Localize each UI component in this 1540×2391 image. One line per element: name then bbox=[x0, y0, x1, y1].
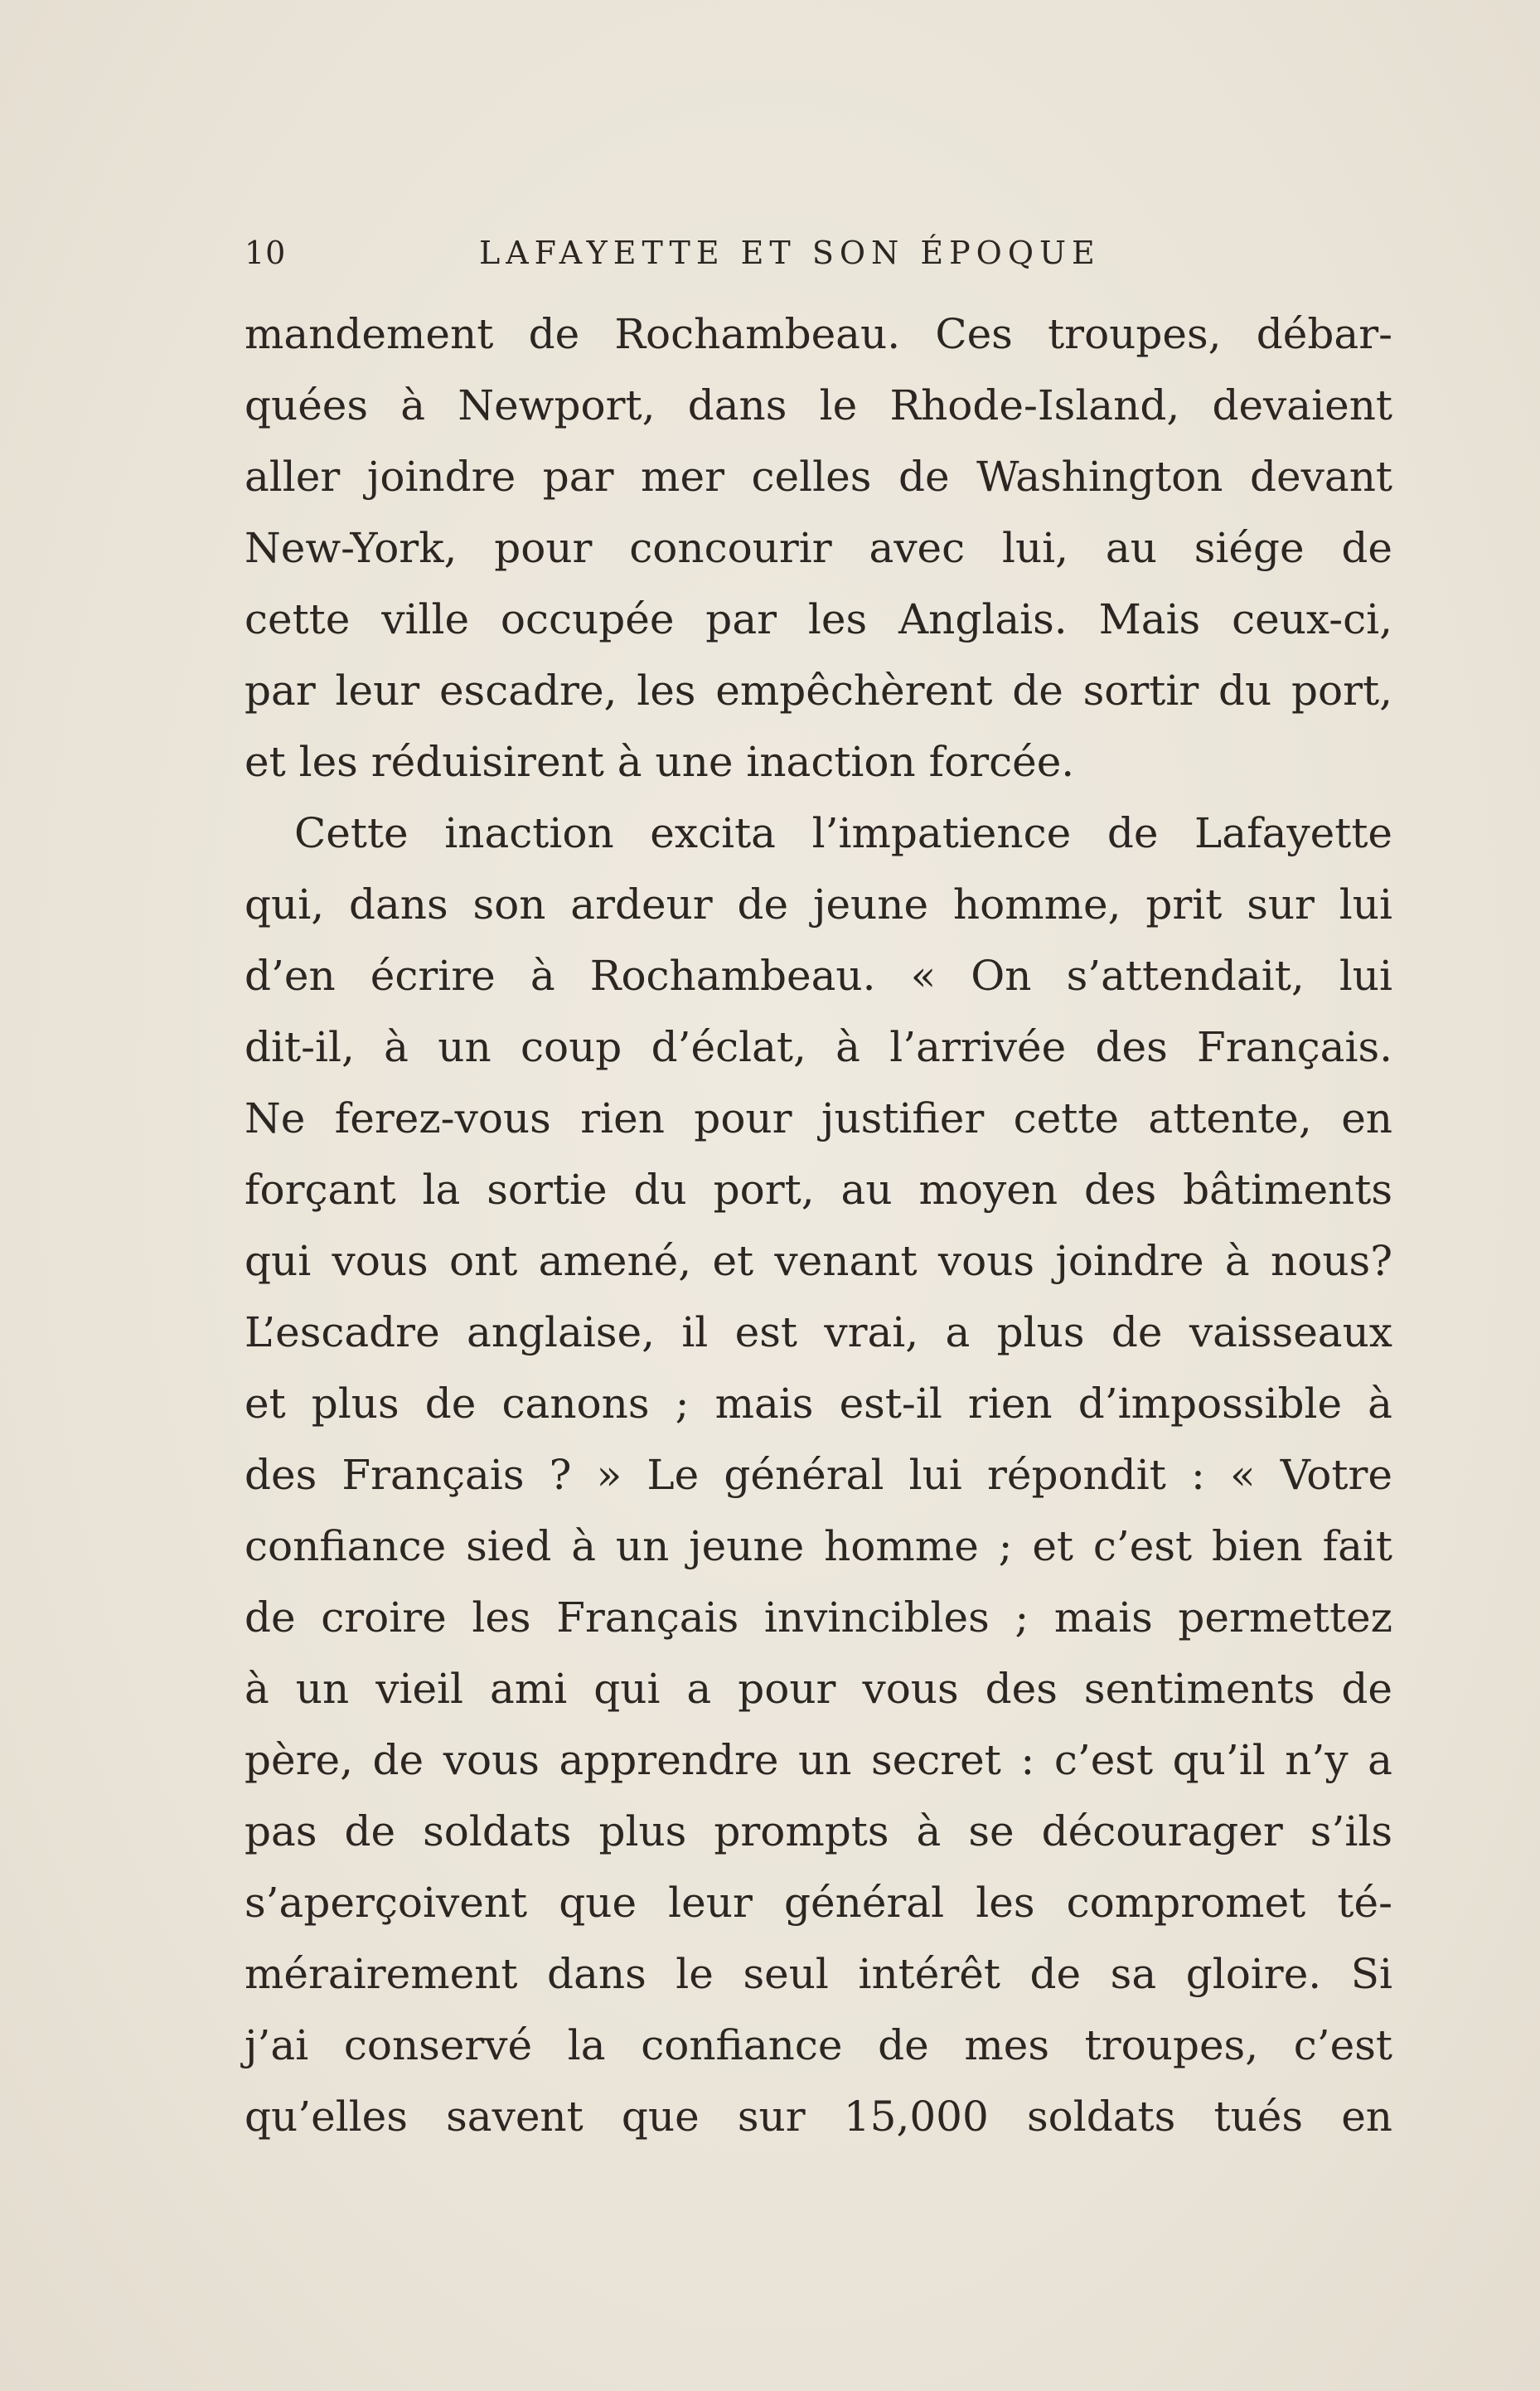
text-line: aller joindre par mer celles de Washington devant bbox=[245, 453, 1392, 501]
text-line: et les réduisirent à une inaction forcée. bbox=[245, 738, 1075, 786]
text-line: qui, dans son ardeur de jeune homme, prit sur lui bbox=[245, 880, 1392, 929]
text-line: s’aperçoivent que leur général les compromet té- bbox=[245, 1879, 1392, 1927]
page-number: 10 bbox=[245, 235, 287, 271]
text-line: cette ville occupée par les Anglais. Mais ceux-ci, bbox=[245, 595, 1392, 643]
text-line: forçant la sortie du port, au moyen des bâtiments bbox=[245, 1166, 1392, 1214]
running-title: LAFAYETTE ET SON ÉPOQUE bbox=[479, 235, 1101, 271]
text-line: des Français ? » Le général lui répondit : « Votre bbox=[245, 1451, 1392, 1499]
text-line: pas de soldats plus prompts à se décourager s’ils bbox=[245, 1807, 1392, 1855]
text-line: père, de vous apprendre un secret : c’est qu’il n’y a bbox=[245, 1736, 1392, 1784]
text-line: d’en écrire à Rochambeau. « On s’attendait, lui bbox=[245, 952, 1392, 1000]
text-line: de croire les Français invincibles ; mais permettez bbox=[245, 1593, 1392, 1642]
text-line: par leur escadre, les empêchèrent de sortir du port, bbox=[245, 667, 1392, 715]
text-line: et plus de canons ; mais est-il rien d’impossible à bbox=[245, 1380, 1392, 1428]
text-line: j’ai conservé la confiance de mes troupes, c’est bbox=[245, 2021, 1392, 2069]
text-line: Cette inaction excita l’impatience de Lafayette bbox=[294, 809, 1392, 857]
text-line: mérairement dans le seul intérêt de sa gloire. Si bbox=[245, 1950, 1392, 1998]
body-text bbox=[245, 298, 1392, 2152]
text-line: L’escadre anglaise, il est vrai, a plus de vaisseaux bbox=[245, 1308, 1392, 1356]
text-line: New-York, pour concourir avec lui, au siége de bbox=[245, 524, 1392, 572]
text-line: qui vous ont amené, et venant vous joindre à nous? bbox=[245, 1237, 1392, 1285]
text-line: quées à Newport, dans le Rhode-Island, devaient bbox=[245, 381, 1392, 429]
page-header bbox=[245, 224, 1392, 282]
text-line: qu’elles savent que sur 15,000 soldats tués en bbox=[245, 2093, 1392, 2141]
text-line: mandement de Rochambeau. Ces troupes, débar- bbox=[245, 310, 1392, 358]
text-line: Ne ferez-vous rien pour justifier cette attente, en bbox=[245, 1094, 1392, 1142]
text-line: dit-il, à un coup d’éclat, à l’arrivée des Français. bbox=[245, 1023, 1392, 1071]
text-line: à un vieil ami qui a pour vous des sentiments de bbox=[245, 1665, 1392, 1713]
text-line: confiance sied à un jeune homme ; et c’est bien fait bbox=[245, 1522, 1392, 1570]
